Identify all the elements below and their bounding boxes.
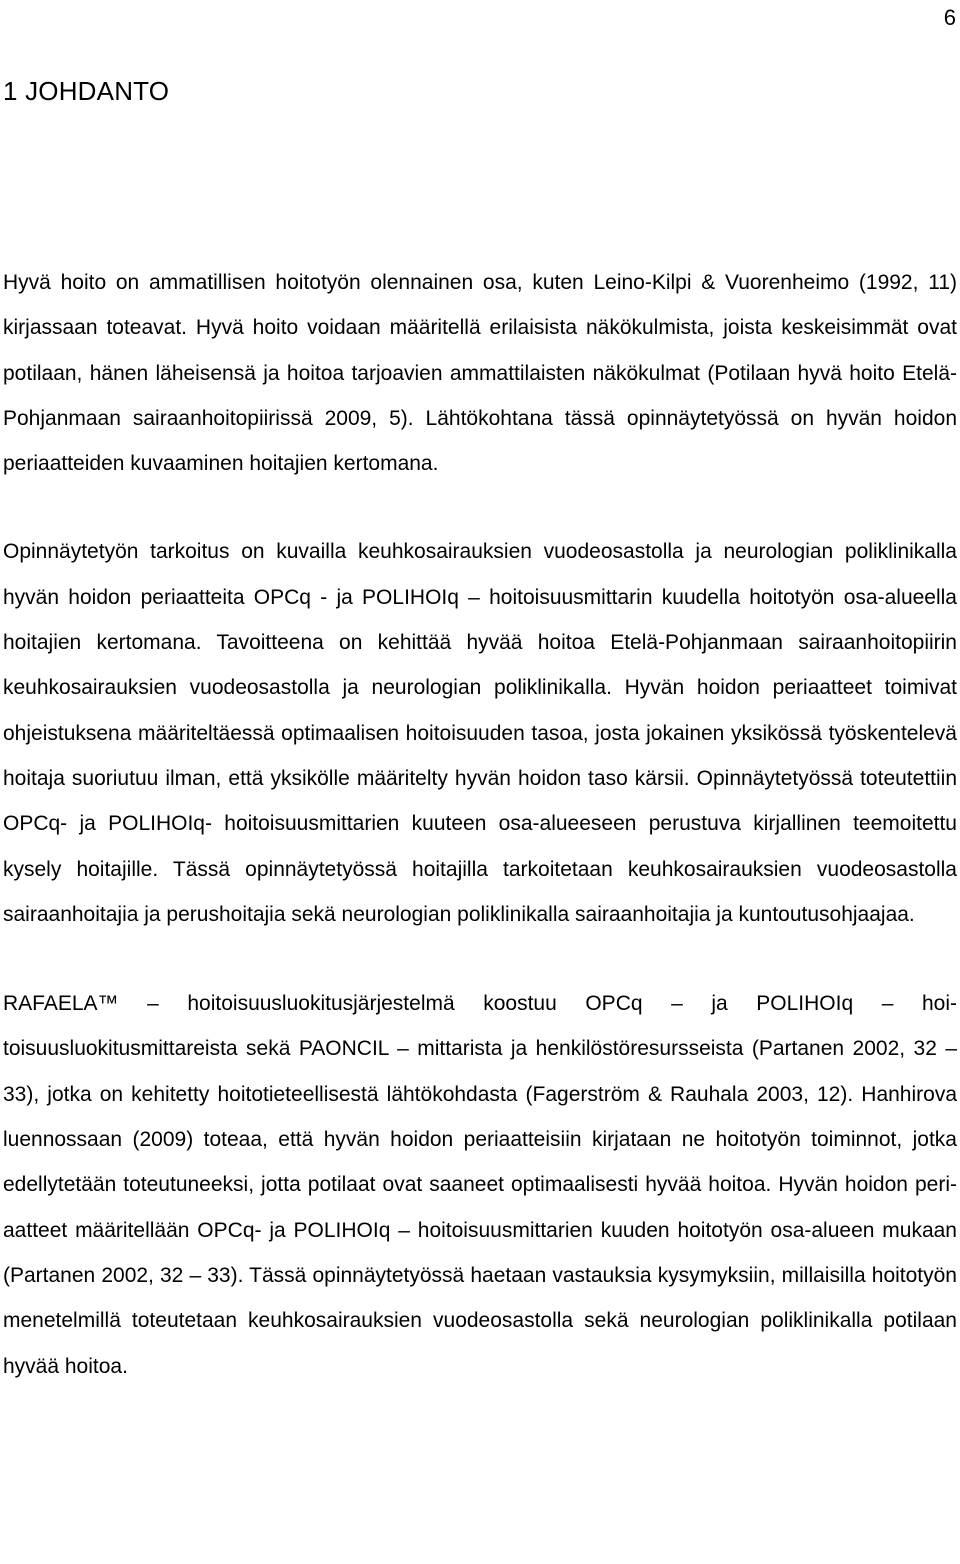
body-text <box>3 260 957 1435</box>
paragraph-introduction: Hyvä hoito on ammatillisen hoitotyön olennainen osa, kuten Leino-Kilpi & Vuorenheimo (1992, 11) kirjassaan toteavat. Hyvä hoito voidaan määritellä erilaisista näkökulmista, joista keskeisimmät ovat potilaan, hänen läheisensä ja hoitoa tarjoavien ammattilaisten näkökulmat (Potilaan hyvä hoito Etelä-Pohjanmaan sairaanhoitopiirissä 2009, 5). Lähtökohtana tässä opinnäytetyössä on hyvän hoidon periaatteiden kuvaaminen hoitajien kertomana. <box>3 271 957 476</box>
page-number: 6 <box>943 5 956 30</box>
paragraph-rafaela: RAFAELA™ – hoitoisuusluokitusjärjestelmä koostuu OPCq – ja POLIHOIq – hoitoisuusluokitusmittareista sekä PAONCIL – mittarista ja henkilöstöresursseista (Partanen 2002, 32 – 33), jotka on kehitetty hoitotieteellisestä lähtökohdasta (Fagerström & Rauhala 2003, 12). Hanhirova luennossaan (2009) toteaa, että hyvän hoidon periaatteisiin kirjataan ne hoitotyön toiminnot, jotka edellytetään toteutuneeksi, jotta potilaat ovat saaneet optimaalisesti hyvää hoitoa. Hyvän hoidon periaatteet määritellään OPCq- ja POLIHOIq – hoitoisuusmittarien kuuden hoitotyön osa-alueen mukaan (Partanen 2002, 32 – 33). Tässä opinnäytetyössä haetaan vastauksia kysymyksiin, millaisilla hoitotyön menetelmillä toteutetaan keuhkosairauksien vuodeosastolla sekä neurologian poliklinikalla potilaan hyvää hoitoa. <box>3 992 957 1378</box>
paragraph-purpose: Opinnäytetyön tarkoitus on kuvailla keuhkosairauksien vuodeosastolla ja neurologian poliklinikalla hyvän hoidon periaatteita OPCq - ja POLIHOIq – hoitoisuusmittarin kuudella hoitotyön osa-alueella hoitajien kertomana. Tavoitteena on kehittää hyvää hoitoa Etelä-Pohjanmaan sairaanhoitopiirin keuhkosairauksien vuodeosastolla ja neurologian poliklinikalla. Hyvän hoidon periaatteet toimivat ohjeistuksena määriteltäessä optimaalisen hoitoisuuden tasoa, josta jokainen yksikössä työskentelevä hoitaja suoriutuu ilman, että yksikölle määritelty hyvän hoidon taso kärsii. Opinnäytetyössä toteutettiin OPCq- ja POLIHOIq- hoitoisuusmittarien kuuteen osa-alueeseen perustuva kirjallinen teemoitettu kysely hoitajille. Tässä opinnäytetyössä hoitajilla tarkoitetaan keuhkosairauksien vuodeosastolla sairaanhoitajia ja perushoitajia sekä neurologian poliklinikalla sairaanhoitajia ja kuntoutusohjaajaa. <box>3 540 957 926</box>
chapter-heading: 1 JOHDANTO <box>3 76 170 106</box>
